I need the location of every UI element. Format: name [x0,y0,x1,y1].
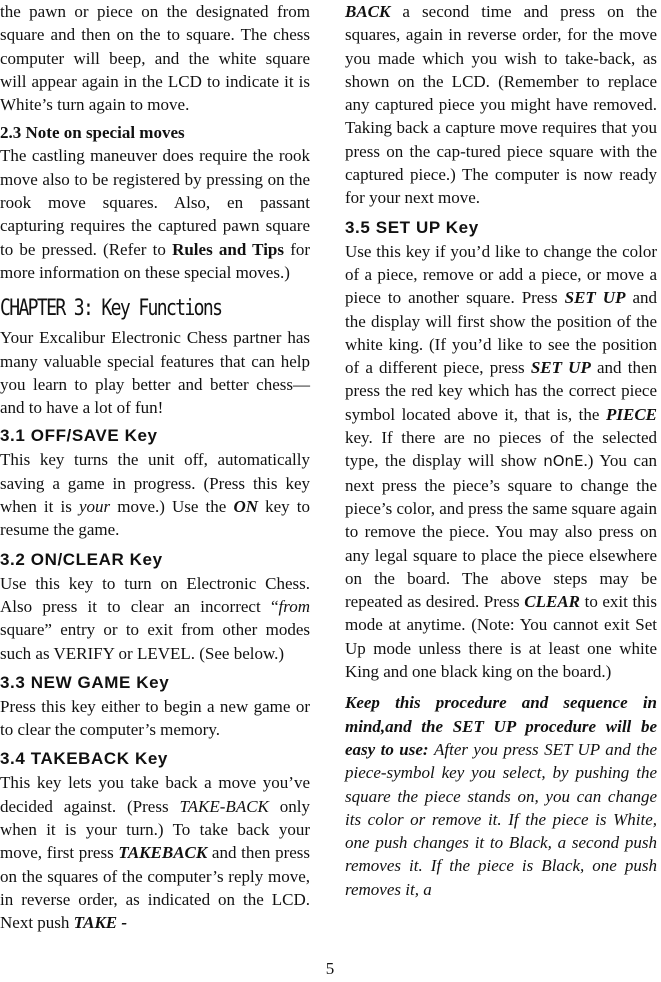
rules-and-tips-ref: Rules and Tips [172,239,284,259]
section-3-5-heading: 3.5 SET UP Key [345,217,479,237]
chapter-title: CHAPTER 3: Key Functions [0,296,222,322]
section-3-2-heading: 3.2 ON/CLEAR Key [0,549,163,569]
section-3-4-heading: 3.4 TAKEBACK Key [0,749,168,769]
section-3-1-heading: 3.1 OFF/SAVE Key [0,426,158,446]
right-column [345,0,657,901]
intro-continuation: the pawn or piece on the designated from square and then on the to square. The chess computer will beep, and the white square will appear again in the LCD to indicate it is White’s turn again to move. [0,2,310,115]
chapter-intro: Your Excalibur Electronic Chess partner has many valuable special features that can help you learn to play better and better chess—and to have a lot of fun! [0,328,310,418]
lcd-none-readout: nOnE [543,452,584,471]
takeback-continuation: BACK a second time and press on the squares, again in reverse order, for the move you made which you wish to take-back, as shown on the LCD. (Remember to replace any captured piece you might have removed. Taking back a capture move requires that you press on the cap-tured piece square with the captured piece.) The computer is now ready for your next move. [345,2,658,208]
section-3-4-body: This key lets you take back a move you’ve decided against. (Press TAKE-BACK only when it is your turn.) To take back your move, first press TAKEBACK and then press on the squares of the computer’s reply move, in reverse order, as indicated on the LCD. Next push TAKE - [0,773,311,933]
procedure-note: Keep this procedure and sequence in mind,and the SET UP procedure will be easy to use: After you press SET UP and the piece-symbol key you select, by pushing the square the piece stands on, you can change its color or remove it. If the piece is White, one push changes it to Black, a second push removes it. If the piece is Black, one push removes it, a [345,693,658,899]
left-column [0,0,310,935]
section-2-3-body: The castling maneuver does require the rook move also to be registered by pressing on the rook move squares. Also, en passant capturing requires the captured pawn square to be pressed. (Refer to Rules and Tips for more information on these special moves.) [0,146,311,282]
section-3-1-body: This key turns the unit off, automatically saving a game in progress. (Press this key when it is your move.) Use the ON key to resume the game. [0,450,310,540]
section-3-3-heading: 3.3 NEW GAME Key [0,672,170,692]
page-number: 5 [325,959,335,978]
section-2-3-heading: 2.3 Note on special moves [0,123,185,143]
section-3-5-body: Use this key if you’d like to change the color of a piece, remove or add a piece, or move a piece to another square. Press SET UP and the display will first show the position of the white king. (If you’d like to see the position of a different piece, press SET UP and then press the red key which has the correct piece symbol located above it, that is, the PIECE key. If there are no pieces of the selected type, the display will show nOnE.) You can next press the piece’s square to change the piece’s color, and press the same square again to remove the piece. You may also press on any legal square to place the piece elsewhere on the board. The above steps may be repeated as desired. Press CLEAR to exit this mode at anytime. (Note: You cannot exit Set Up mode unless there is at least one white King and one black king on the board.) [345,241,658,682]
section-3-3-body: Press this key either to begin a new game or to clear the computer’s memory. [0,696,310,740]
section-3-2-body: Use this key to turn on Electronic Chess. Also press it to clear an incorrect “from square” entry or to exit from other modes such as VERIFY or LEVEL. (See below.) [0,573,310,663]
